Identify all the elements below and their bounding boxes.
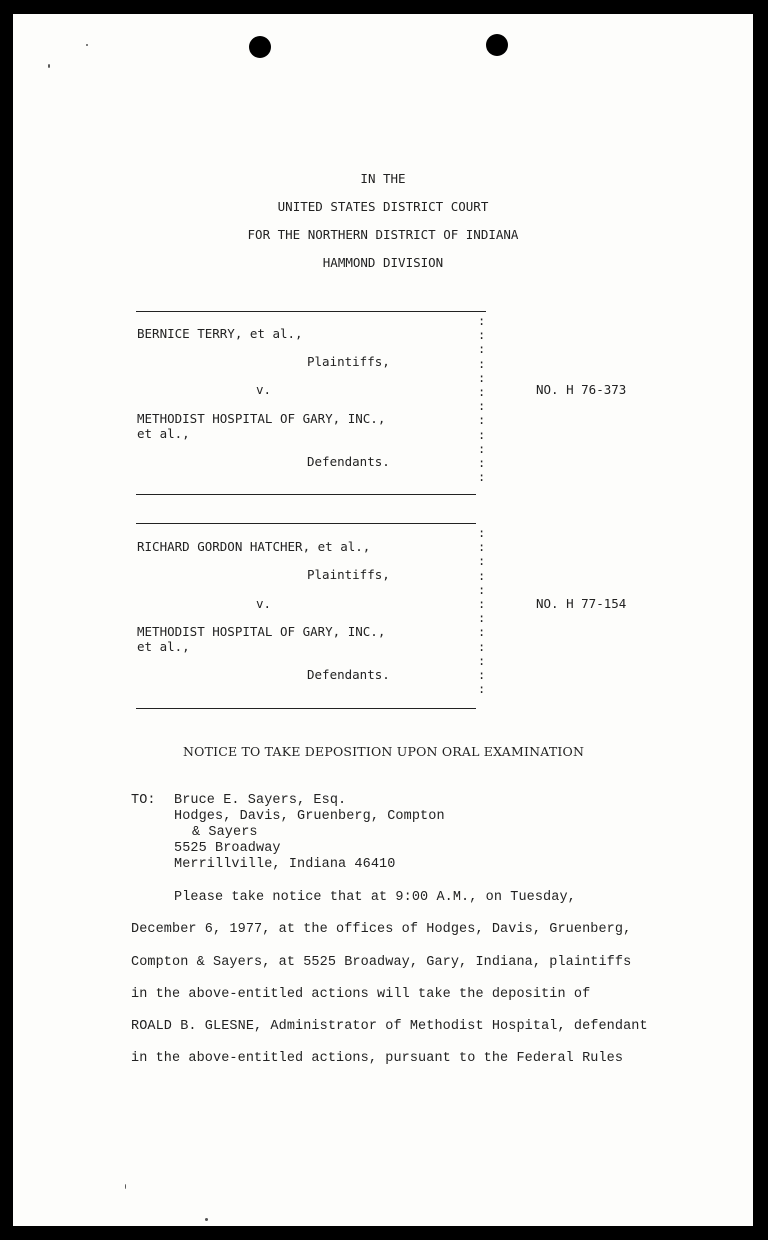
case1-number: NO. H 76-373 xyxy=(536,382,627,397)
caption-line-3: FOR THE NORTHERN DISTRICT OF INDIANA xyxy=(247,227,519,242)
case1-defendant: METHODIST HOSPITAL OF GARY, INC., xyxy=(137,411,386,426)
case2-defendant-cont: et al., xyxy=(137,639,190,654)
case1-plaintiff: BERNICE TERRY, et al., xyxy=(137,326,303,341)
body-line: ROALD B. GLESNE, Administrator of Methodist Hospital, defendant xyxy=(131,1019,648,1034)
paper-speck xyxy=(125,1184,126,1189)
case1-defendants-label: Defendants. xyxy=(307,454,390,469)
case1-colon-column: : : : : : : : : : : : : xyxy=(478,314,486,485)
document-page xyxy=(13,14,753,1226)
case2-top-rule xyxy=(136,523,476,524)
punch-hole xyxy=(249,36,271,58)
case1-bottom-rule xyxy=(136,494,476,495)
case2-colon-column: : : : : : : : : : : : : xyxy=(478,526,486,697)
body-line: in the above-entitled actions will take the depositin of xyxy=(131,987,591,1002)
paper-speck xyxy=(48,64,50,68)
case2-defendant: METHODIST HOSPITAL OF GARY, INC., xyxy=(137,624,386,639)
caption-line-1: IN THE xyxy=(360,171,406,186)
address-city: Merrillville, Indiana 46410 xyxy=(174,857,396,872)
address-name: Bruce E. Sayers, Esq. xyxy=(174,793,347,808)
body-line: Compton & Sayers, at 5525 Broadway, Gary, Indiana, plaintiffs xyxy=(131,955,632,970)
address-street: 5525 Broadway xyxy=(174,841,281,856)
notice-title: NOTICE TO TAKE DEPOSITION UPON ORAL EXAMINATION xyxy=(183,744,585,759)
paper-speck xyxy=(86,44,88,46)
case2-defendants-label: Defendants. xyxy=(307,667,390,682)
case2-versus: v. xyxy=(256,596,272,611)
body-line: in the above-entitled actions, pursuant to the Federal Rules xyxy=(131,1051,624,1066)
case2-plaintiff: RICHARD GORDON HATCHER, et al., xyxy=(137,539,371,554)
case2-bottom-rule xyxy=(136,708,476,709)
paper-speck xyxy=(205,1218,208,1221)
case2-plaintiffs-label: Plaintiffs, xyxy=(307,567,390,582)
body-line: Please take notice that at 9:00 A.M., on Tuesday, xyxy=(174,890,576,905)
body-line: December 6, 1977, at the offices of Hodges, Davis, Gruenberg, xyxy=(131,922,632,937)
case1-versus: v. xyxy=(256,382,272,397)
address-firm-cont: & Sayers xyxy=(192,825,258,840)
case2-number: NO. H 77-154 xyxy=(536,596,627,611)
punch-hole xyxy=(486,34,508,56)
case1-plaintiffs-label: Plaintiffs, xyxy=(307,354,390,369)
address-to-label: TO: xyxy=(131,793,156,808)
case1-defendant-cont: et al., xyxy=(137,426,190,441)
caption-line-4: HAMMOND DIVISION xyxy=(322,255,444,270)
caption-line-2: UNITED STATES DISTRICT COURT xyxy=(277,199,489,214)
address-firm: Hodges, Davis, Gruenberg, Compton xyxy=(174,809,445,824)
case1-top-rule xyxy=(136,311,486,312)
